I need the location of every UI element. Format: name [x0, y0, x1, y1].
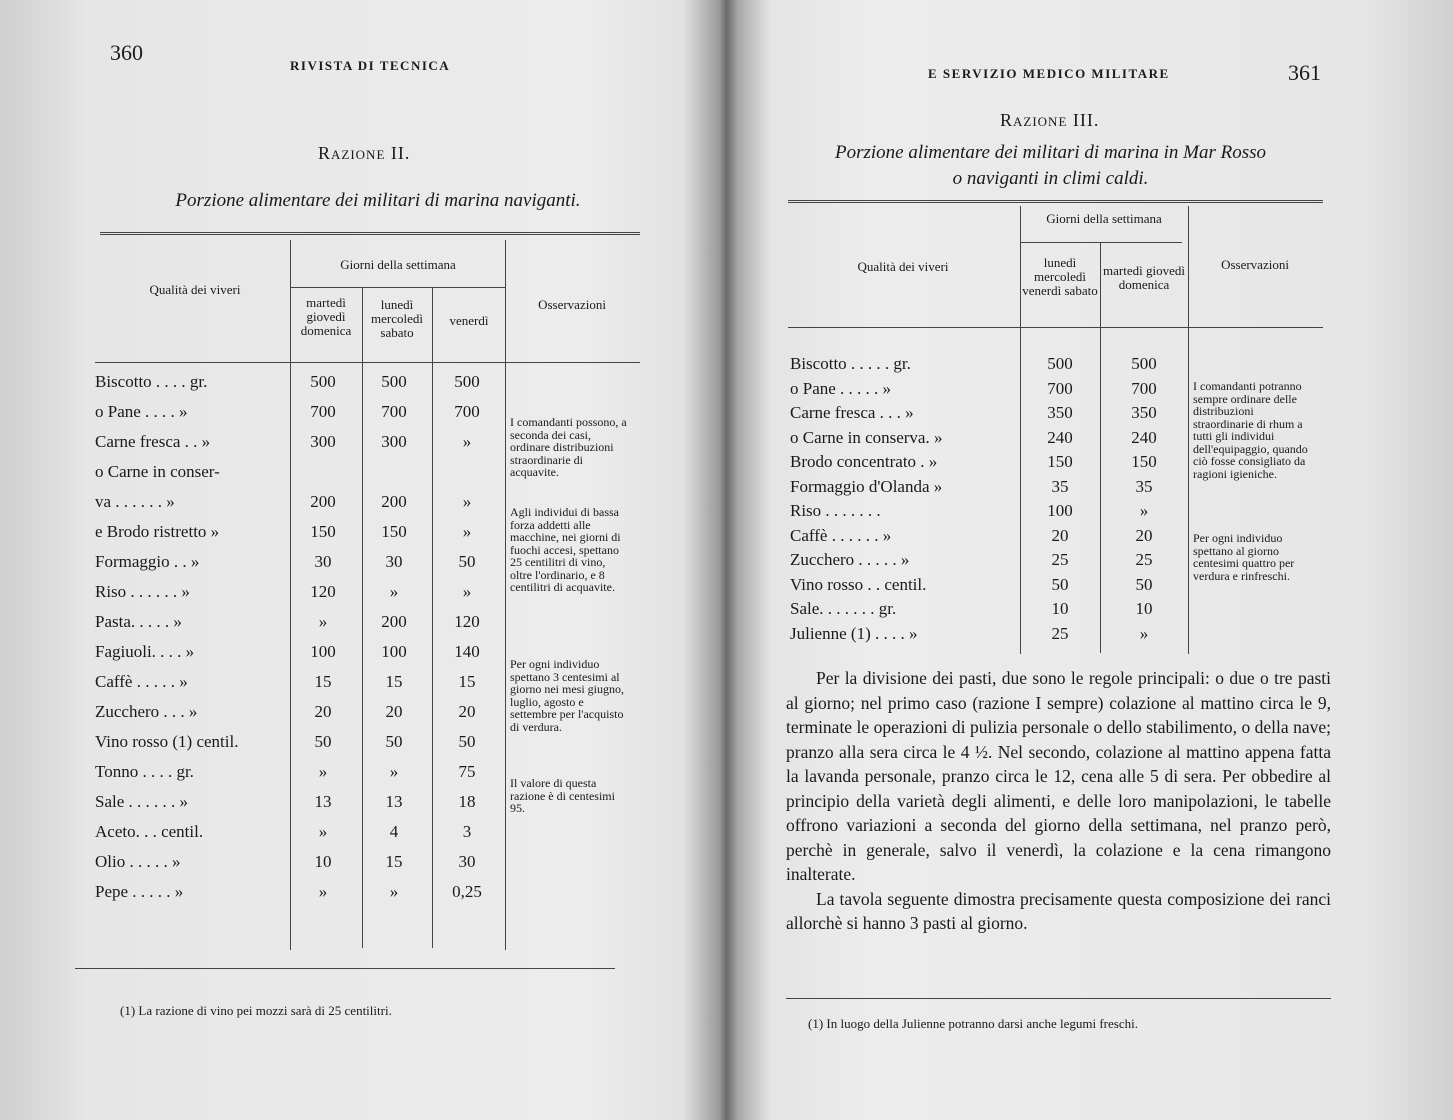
row-item-label: Sale. . . . . . . gr.: [790, 599, 897, 618]
row-value: 35: [1135, 476, 1153, 496]
row-value: 10: [1051, 599, 1069, 618]
row-item-label: Vino rosso . . centil.: [790, 574, 927, 594]
header-group: Giorni della settimana: [1046, 211, 1162, 226]
right-page: [738, 0, 1453, 1120]
row-value: »: [462, 522, 472, 541]
row-value: 700: [310, 402, 336, 421]
row-item-label: va . . . . . . »: [95, 492, 175, 511]
row-value: 500: [310, 372, 336, 391]
row-value: 30: [314, 552, 332, 571]
row-value: 15: [385, 672, 403, 691]
row-value: 30: [385, 552, 403, 571]
row-item-label: Pasta. . . . . »: [95, 612, 182, 631]
row-value: 100: [381, 642, 407, 661]
column-divider: [290, 240, 291, 950]
row-value: 150: [1131, 452, 1157, 471]
row-value: 500: [1131, 354, 1157, 373]
row-value: 700: [381, 402, 407, 421]
header-bottom-rule: [788, 327, 1323, 328]
row-value: 120: [310, 582, 336, 601]
footnote-rule: [786, 998, 1331, 999]
row-item-label: Fagiuoli. . . . »: [95, 642, 195, 661]
row-item-label: Brodo concentrato . »: [790, 452, 938, 471]
row-value: 25: [1135, 550, 1153, 569]
row-value: 140: [454, 642, 480, 661]
row-item-label: Biscotto . . . . . gr.: [790, 354, 911, 373]
row-item-label: e Brodo ristretto »: [95, 522, 220, 541]
header-col2: lunedì mercoledì sabato: [371, 297, 423, 340]
row-value: »: [318, 612, 328, 631]
note: I comandanti potranno sempre ordinare delle distribuzioni straordinarie di rhum a tutti gli individui dell'equipaggio, quando ciò fosse consigliato da ragioni igieniche.: [1193, 379, 1308, 481]
group-header-rule: [290, 287, 505, 288]
row-item-label: Carne fresca . . »: [95, 432, 211, 451]
row-value: 50: [458, 732, 476, 751]
row-value: 4: [389, 822, 399, 841]
row-item-label: Sale . . . . . . »: [95, 792, 189, 811]
row-value: »: [318, 762, 328, 781]
note: Agli individui di bassa forza addetti alle macchine, nei giorni di fuochi accesi, spettano 25 centilitri di vino, oltre l'ordinario, e 8 centilitri di acquavite.: [510, 505, 621, 594]
left-page: [0, 0, 720, 1120]
row-value: 15: [458, 672, 476, 691]
row-item-label: Caffè . . . . . . »: [790, 525, 892, 545]
row-item-label: o Carne in conserva. »: [790, 427, 943, 447]
row-item-label: Riso . . . . . . »: [95, 582, 190, 601]
column-divider: [362, 288, 363, 948]
note: Per ogni individuo spettano al giorno centesimi quattro per verdura e rinfreschi.: [1193, 531, 1295, 583]
group-header-rule: [1020, 242, 1182, 243]
row-item-label: o Carne in conser-: [95, 462, 220, 481]
row-item-label: Caffè . . . . . »: [95, 672, 188, 691]
row-value: »: [318, 882, 328, 901]
row-value: 35: [1051, 476, 1069, 496]
row-value: 20: [1051, 525, 1069, 545]
row-item-label: Carne fresca . . . »: [790, 403, 914, 422]
row-value: 10: [1135, 599, 1153, 618]
row-item-label: o Pane . . . . »: [95, 402, 188, 421]
footnote: (1) La razione di vino pei mozzi sarà di 25 centilitri.: [120, 1003, 392, 1018]
row-value: »: [462, 432, 472, 451]
row-value: 25: [1051, 623, 1069, 643]
row-value: 700: [1047, 378, 1073, 398]
header-col1: martedì giovedì domenica: [300, 295, 352, 338]
row-value: 150: [1047, 452, 1073, 471]
note: Il valore di questa razione è di centesimi 95.: [510, 776, 615, 815]
row-item-label: Tonno . . . . gr.: [95, 762, 194, 781]
header-group: Giorni della settimana: [340, 257, 456, 272]
row-value: 50: [458, 552, 476, 571]
row-value: 15: [314, 672, 332, 691]
column-divider: [1100, 243, 1101, 653]
row-item-label: Formaggio d'Olanda »: [790, 476, 943, 496]
row-value: 240: [1131, 427, 1157, 447]
header-col3: venerdì: [449, 313, 489, 328]
row-item-label: Julienne (1) . . . . »: [790, 623, 918, 643]
row-value: 700: [454, 402, 480, 421]
row-value: 15: [385, 852, 403, 871]
row-value: 200: [310, 492, 336, 511]
table-subtitle: [778, 140, 1323, 192]
note: Per ogni individuo spettano 3 centesimi al giorno nei mesi giugno, luglio, agosto e settembre per l'acquisto di verdura.: [510, 657, 624, 734]
note: I comandanti possono, a seconda dei casi, ordinare distribuzioni straordinarie di acquavite.: [510, 415, 627, 479]
row-value: 25: [1051, 550, 1069, 569]
row-value: 500: [454, 372, 480, 391]
table-subtitle-line: Porzione alimentare dei militari di marina in Mar Rosso: [834, 142, 1266, 163]
running-head: RIVISTA DI TECNICA: [290, 58, 451, 73]
paragraph: Per la divisione dei pasti, due sono le regole principali: o due o tre pasti al giorno; nel primo caso (razione I sempre) colazione al mattino circa le 9, terminate le operazioni di pulizia personale o dello stabilimento, o della nave; pranzo alla sera circa le 4 ½. Nel secondo, colazione al mattino appena fatta la lavanda personale, pranzo circa le 12, cena alle 5 di sera. Per obbedire al principio della varietà degli alimenti, e delle loro manipolazioni, le tabelle offrono variazioni a seconda del giorno della settimana, nel pranzo però, perchè in generale, salvo il venerdì, la colazione e la cena rimangono inalterate.: [786, 668, 1331, 884]
row-value: 20: [385, 702, 403, 721]
row-value: »: [389, 882, 399, 901]
row-value: 50: [1051, 574, 1069, 594]
row-value: 200: [381, 492, 407, 511]
row-item-label: Olio . . . . . »: [95, 852, 181, 871]
table-top-rule: [788, 200, 1323, 203]
row-item-label: Vino rosso (1) centil.: [95, 732, 239, 751]
row-value: 120: [454, 612, 480, 631]
body-text: [786, 666, 1331, 936]
row-value: »: [1139, 501, 1149, 520]
row-value: 350: [1131, 403, 1157, 422]
column-divider: [1188, 206, 1189, 654]
row-item-label: Pepe . . . . . »: [95, 882, 184, 901]
row-value: 0,25: [452, 882, 482, 901]
row-value: »: [318, 822, 328, 841]
row-value: 20: [1135, 525, 1153, 545]
header-item: Qualità dei viveri: [149, 282, 241, 297]
row-value: »: [389, 582, 399, 601]
paragraph: La tavola seguente dimostra precisamente questa composizione dei ranci allorchè si hanno 3 pasti al giorno.: [786, 888, 1331, 933]
table-top-rule: [100, 232, 640, 235]
row-value: 13: [314, 792, 332, 811]
row-value: »: [1139, 623, 1149, 643]
row-item-label: Formaggio . . »: [95, 552, 200, 571]
header-notes: Osservazioni: [1221, 257, 1289, 272]
row-item-label: Riso . . . . . . .: [790, 501, 881, 520]
page-number: 361: [1288, 60, 1321, 85]
row-value: 13: [385, 792, 403, 811]
row-value: 18: [458, 792, 476, 811]
table-title: Razione II.: [318, 143, 411, 163]
row-value: 300: [310, 432, 336, 451]
row-item-label: Aceto. . . centil.: [95, 822, 204, 841]
header-col2: martedì giovedì domenica: [1103, 263, 1185, 292]
row-value: 150: [381, 522, 407, 541]
row-value: 200: [381, 612, 407, 631]
footnote: (1) In luogo della Julienne potranno darsi anche legumi freschi.: [808, 1016, 1138, 1031]
row-value: 50: [385, 732, 403, 751]
column-divider: [505, 240, 506, 950]
footnote-rule: [75, 968, 615, 969]
row-item-label: o Pane . . . . . »: [790, 378, 892, 398]
row-value: 100: [310, 642, 336, 661]
row-value: 300: [381, 432, 407, 451]
header-item: Qualità dei viveri: [857, 259, 949, 274]
row-value: 500: [1047, 354, 1073, 373]
row-item-label: Biscotto . . . . gr.: [95, 372, 208, 391]
row-value: 350: [1047, 403, 1073, 422]
row-value: 50: [314, 732, 332, 751]
row-value: 100: [1047, 501, 1073, 520]
page-number: 360: [110, 40, 143, 65]
running-head: E SERVIZIO MEDICO MILITARE: [928, 66, 1170, 81]
row-value: 50: [1135, 574, 1153, 594]
column-divider: [1020, 206, 1021, 654]
header-col1: lunedì mercoledì venerdì sabato: [1022, 255, 1098, 298]
row-value: 20: [314, 702, 332, 721]
table-subtitle-line: o naviganti in climi caldi.: [952, 168, 1149, 189]
row-item-label: Zucchero . . . . . »: [790, 550, 910, 569]
row-value: 20: [458, 702, 476, 721]
row-value: »: [462, 492, 472, 511]
row-value: 30: [458, 852, 476, 871]
row-value: »: [462, 582, 472, 601]
row-value: 3: [462, 822, 472, 841]
row-value: 150: [310, 522, 336, 541]
row-value: »: [389, 762, 399, 781]
row-value: 500: [381, 372, 407, 391]
header-bottom-rule: [95, 362, 640, 363]
row-item-label: Zucchero . . . »: [95, 702, 198, 721]
row-value: 75: [458, 762, 476, 781]
row-value: 10: [314, 852, 332, 871]
table-subtitle: Porzione alimentare dei militari di marina naviganti.: [175, 190, 581, 211]
header-notes: Osservazioni: [538, 297, 606, 312]
table-title: Razione III.: [1000, 110, 1100, 130]
column-divider: [432, 288, 433, 948]
row-value: 700: [1131, 378, 1157, 398]
row-value: 240: [1047, 427, 1073, 447]
